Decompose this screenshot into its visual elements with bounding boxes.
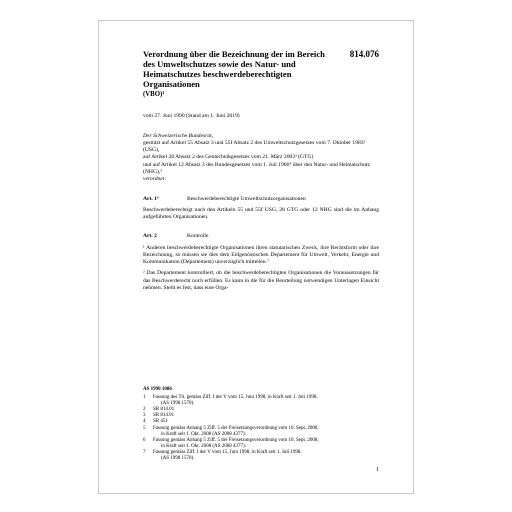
preamble-authority: Der Schweizerische Bundesrat, bbox=[143, 132, 214, 139]
footnote-number: 4 bbox=[143, 419, 146, 425]
document-title: Verordnung über die Bezeichnung der im Bereich des Umweltschutzes sowie des Natur- und Heimatschutzes beschwerdeberechtigten Organisationen bbox=[143, 49, 325, 90]
page-number: 1 bbox=[376, 467, 379, 474]
footnote bbox=[143, 426, 379, 438]
article-paragraph: ² Das Departement kontrolliert, ob die beschwerdeberechtigten Organisationen die Voraussetzungen für das Beschwerderecht noch erfüllen. Es kann in die für die Beurteilung notwendigen Unterlagen Einsicht nehmen. Stellt es fest, dass eine Orga- bbox=[143, 270, 379, 291]
footnote-number: 6 bbox=[143, 437, 146, 443]
footnote bbox=[143, 438, 379, 450]
preamble-basis-2: auf Artikel 28 Absatz 2 des Gentechnikgesetzes vom 21. März 2003³ (GTG) bbox=[143, 154, 314, 161]
footnote-number: 1 bbox=[143, 395, 146, 401]
article-paragraph: Beschwerdeberechtigt nach den Artikeln 55 und 55f USG, 28 GTG oder 12 NHG sind die im Anhang aufgeführten Organisationen. bbox=[143, 206, 379, 221]
article-label: Art. 2 bbox=[143, 233, 157, 240]
footnote-text: SR 814.91 bbox=[153, 413, 175, 419]
date-line: vom 27. Juni 1990 (Stand am 1. Juni 2019) bbox=[143, 113, 240, 120]
footnote-text: Fassung gemäss Anhang 5 Ziff. 5 der Freisetzungsverordnung vom 10. Sept. 2008, bbox=[153, 437, 319, 443]
document-page bbox=[98, 20, 414, 494]
page-content bbox=[143, 49, 379, 479]
footnote-text: Fassung des Tit. gemäss Ziff. I der V vom 15. Juni 1998, in Kraft seit 1. Juli 1998. bbox=[153, 395, 318, 401]
document-abbreviation: (VBO)¹ bbox=[143, 90, 165, 98]
footnote-text: SR 451 bbox=[153, 419, 168, 425]
preamble-closing: verordnet: bbox=[143, 176, 167, 183]
article-title: Kontrolle bbox=[187, 233, 209, 240]
footnote-text: in Kraft seit 1. Okt. 2008 (AS 2008 4377). bbox=[161, 443, 246, 449]
footnote-number: 2 bbox=[143, 407, 146, 413]
preamble-basis-3: und auf Artikel 12 Absatz 3 des Bundesgesetzes vom 1. Juli 1966⁴ über den Natur- und Heimatschutz (NHG),⁵ bbox=[143, 161, 370, 175]
article-1 bbox=[143, 196, 379, 222]
article-title: Beschwerdeberechtigte Umweltschutzorganisationen bbox=[187, 195, 306, 202]
footnote bbox=[143, 395, 379, 407]
article-paragraph: ¹ Anderen beschwerdeberechtigte Organisationen ihren statutarischen Zweck, ihre Rechtsform oder ihre Bezeichnung, so müssen sie dies dem Eidgenössischen Departement für Umwelt, Verkehr, Energie und Kommunikation (Departement) unverzüglich mitteilen.⁷ bbox=[143, 244, 379, 266]
footnotes bbox=[143, 387, 379, 462]
preamble bbox=[143, 133, 379, 184]
footnote-text: SR 814.01 bbox=[153, 407, 175, 413]
as-reference: AS 1990 1086 bbox=[143, 387, 172, 392]
law-number: 814.076 bbox=[349, 49, 379, 59]
footnote bbox=[143, 450, 379, 462]
footnote-number: 3 bbox=[143, 413, 146, 419]
footnote-number: 5 bbox=[143, 425, 146, 431]
article-label: Art. 1⁶ bbox=[143, 195, 159, 202]
footnote-text: (AS 1998 1570). bbox=[161, 456, 195, 462]
footnote-text: (AS 1998 1570). bbox=[161, 401, 195, 407]
footnote-text: in Kraft seit 1. Okt. 2008 (AS 2008 4377). bbox=[161, 431, 246, 437]
footnote-number: 7 bbox=[143, 449, 146, 455]
preamble-basis-1: gestützt auf Artikel 55 Absatz 3 und 55f Absatz 2 des Umweltschutzgesetzes vom 7. Oktober 1983² (USG), bbox=[143, 139, 366, 154]
footnote-text: Fassung gemäss Ziff. I der V vom 15. Juni 1998, in Kraft seit 1. Juli 1998. bbox=[153, 449, 302, 455]
article-2 bbox=[143, 233, 379, 292]
footnote-text: Fassung gemäss Anhang 5 Ziff. 5 der Freisetzungsverordnung vom 10. Sept. 2008, bbox=[153, 425, 319, 431]
